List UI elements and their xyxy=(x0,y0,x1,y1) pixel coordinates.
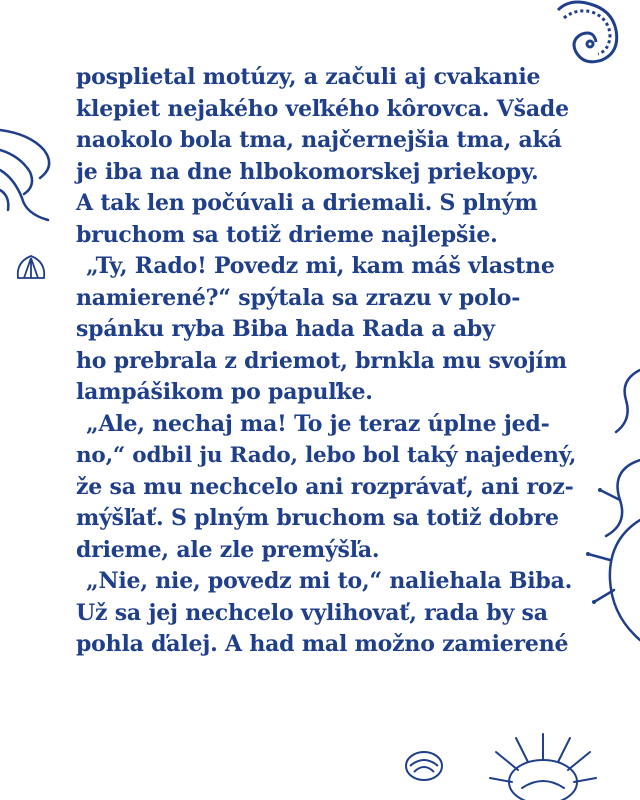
text-line: drieme, ale zle premýšľa. xyxy=(76,536,380,563)
text-line: lampášikom po papuľke. xyxy=(76,379,373,405)
text-line: klepiet nejakého veľkého kôrovca. Všade xyxy=(76,95,569,122)
text-line: A tak len počúvali a driemali. S plným xyxy=(76,190,538,216)
text-line: že sa mu nechcelo ani rozprávať, ani roz- xyxy=(76,473,574,500)
text-line: Už sa jej nechcelo vylihovať, rada by sa xyxy=(76,599,548,626)
text-line: naokolo bola tma, najčernejšia tma, aká xyxy=(76,127,562,153)
body-text xyxy=(76,62,576,661)
seashell-icon xyxy=(402,744,446,784)
text-line: bruchom sa totiž drieme najlepšie. xyxy=(76,221,498,248)
sea-urchin-icon xyxy=(488,730,598,800)
text-line: namierené?“ spýtala sa zrazu v polo- xyxy=(76,284,521,311)
text-line: posplietal motúzy, a začuli aj cvakanie xyxy=(76,64,541,90)
octopus-tentacle-icon xyxy=(0,120,70,230)
text-line: „Ale, nechaj ma! To je teraz úplne jed- xyxy=(86,410,550,437)
text-line: je iba na dne hlbokomorskej priekopy. xyxy=(76,158,539,185)
text-line: mýšľať. S plným bruchom sa totiž dobre xyxy=(76,505,559,531)
text-line: „Nie, nie, povedz mi to,“ naliehala Biba. xyxy=(86,568,573,594)
text-line: ho prebrala z driemot, brnkla mu svojím xyxy=(76,347,567,374)
text-line: spánku ryba Biba hada Rada a aby xyxy=(76,316,495,342)
coral-branch-icon xyxy=(580,340,640,680)
text-line: no,“ odbil ju Rado, lebo bol taký najedený, xyxy=(76,443,577,468)
text-line: „Ty, Rado! Povedz mi, kam máš vlastne xyxy=(86,253,555,279)
scallop-shell-icon xyxy=(14,252,48,282)
text-line: pohla ďalej. A had mal možno zamierené xyxy=(76,631,569,657)
